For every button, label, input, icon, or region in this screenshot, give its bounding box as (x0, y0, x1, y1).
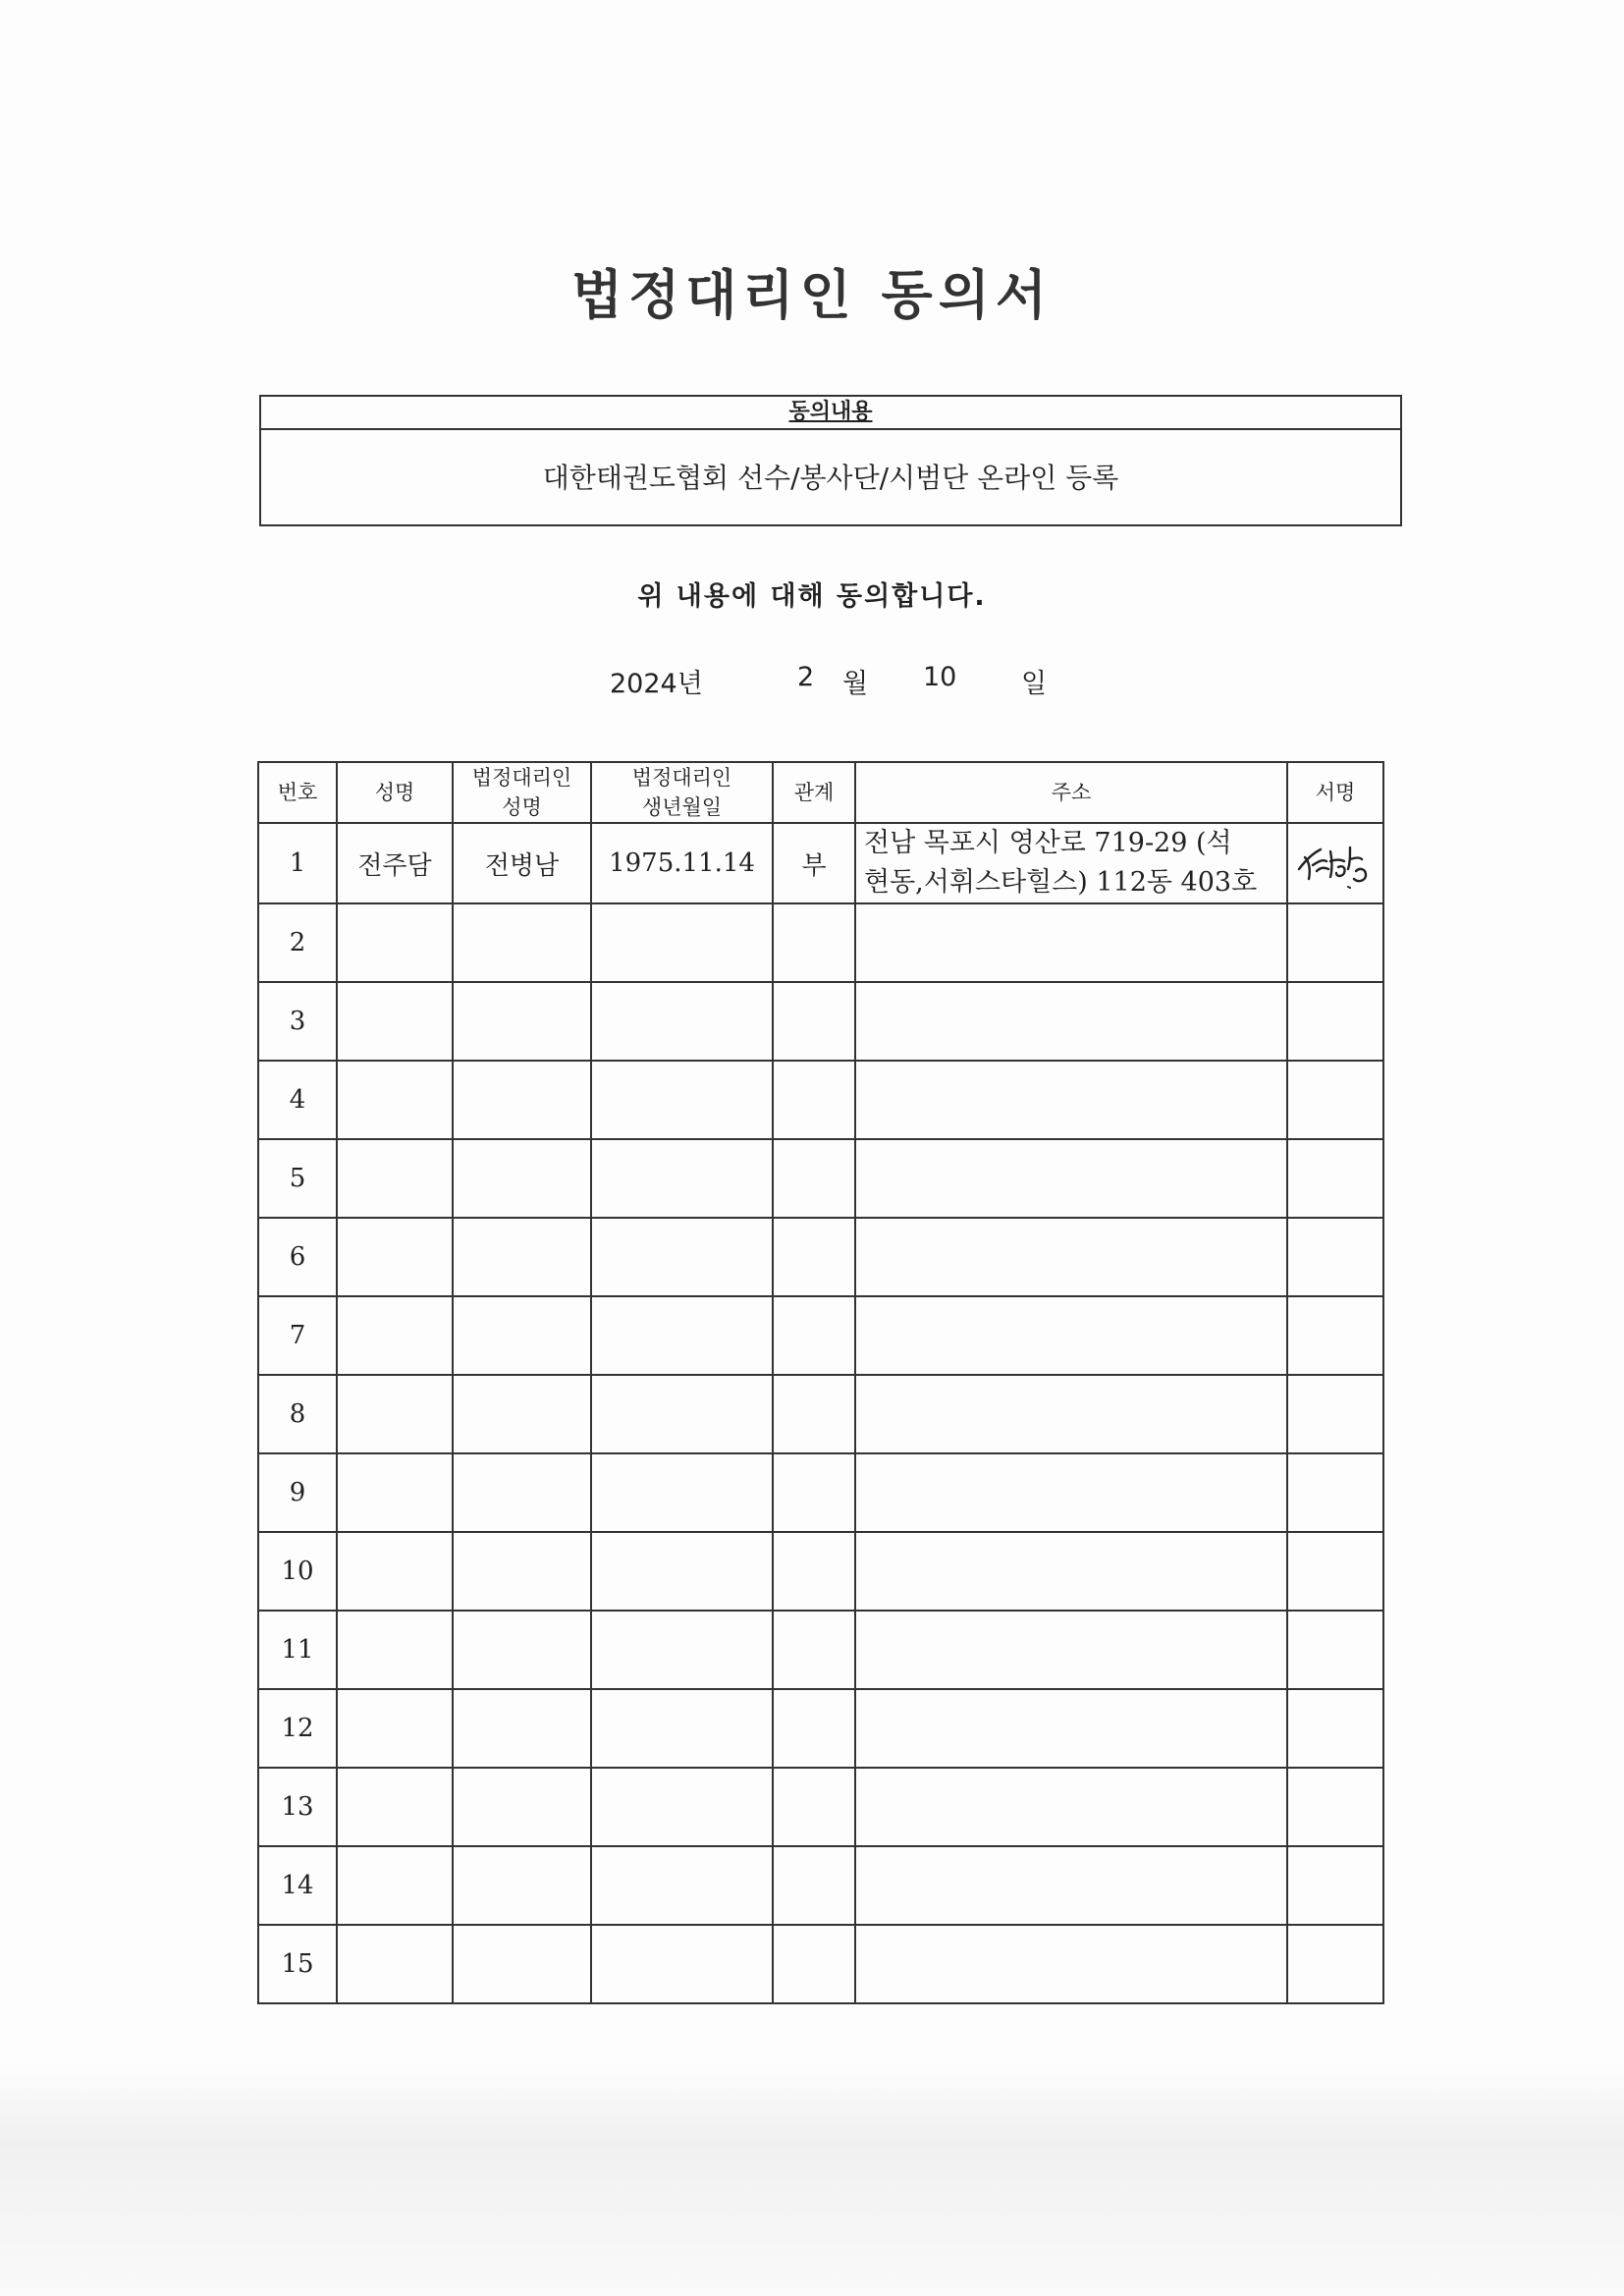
table-header-row (258, 762, 1383, 823)
cell-relation (773, 1611, 855, 1689)
date-month: 2 (797, 662, 815, 692)
cell-no: 13 (258, 1768, 337, 1846)
cell-guardian-birth (591, 1925, 773, 2003)
cell-address (855, 1296, 1287, 1375)
cell-no: 4 (258, 1061, 337, 1139)
cell-guardian-birth (591, 1375, 773, 1453)
cell-relation (773, 1061, 855, 1139)
table-row (258, 1453, 1383, 1532)
header-name: 성명 (337, 762, 453, 823)
cell-signature (1287, 1689, 1383, 1768)
cell-no: 5 (258, 1139, 337, 1218)
cell-no: 15 (258, 1925, 337, 2003)
table-row (258, 1375, 1383, 1453)
date-month-unit: 월 (842, 669, 869, 699)
cell-signature (1287, 1375, 1383, 1453)
cell-relation: 부 (773, 823, 855, 903)
consent-text: 대한태권도협회 선수/봉사단/시범단 온라인 등록 (542, 462, 1119, 494)
cell-name (337, 1453, 453, 1532)
cell-relation (773, 1846, 855, 1925)
consent-header (261, 397, 1400, 430)
header-no: 번호 (258, 762, 337, 823)
table-row (258, 1532, 1383, 1611)
cell-address (855, 1532, 1287, 1611)
cell-name (337, 1768, 453, 1846)
cell-address (855, 1611, 1287, 1689)
cell-name (337, 1532, 453, 1611)
table-row (258, 1689, 1383, 1768)
cell-guardian-birth (591, 1453, 773, 1532)
cell-relation (773, 1453, 855, 1532)
agree-statement: 위 내용에 대해 동의합니다. (637, 581, 987, 612)
cell-guardian-birth (591, 903, 773, 982)
cell-guardian-name (453, 982, 591, 1061)
table-row (258, 1925, 1383, 2003)
cell-no: 2 (258, 903, 337, 982)
cell-guardian-birth (591, 1061, 773, 1139)
cell-address (855, 903, 1287, 982)
cell-relation (773, 1768, 855, 1846)
cell-relation (773, 903, 855, 982)
date-day: 10 (923, 662, 957, 692)
table-row (258, 1139, 1383, 1218)
header-relation: 관계 (773, 762, 855, 823)
cell-guardian-birth (591, 1218, 773, 1296)
cell-guardian-name (453, 1611, 591, 1689)
cell-signature (1287, 1061, 1383, 1139)
cell-guardian-name (453, 1061, 591, 1139)
address-line2: 현동,서휘스타힐스) 112동 403호 (864, 867, 1258, 898)
cell-signature (1287, 1139, 1383, 1218)
cell-no: 9 (258, 1453, 337, 1532)
cell-no: 8 (258, 1375, 337, 1453)
cell-address (855, 1061, 1287, 1139)
cell-relation (773, 1296, 855, 1375)
header-signature: 서명 (1287, 762, 1383, 823)
cell-signature (1287, 1296, 1383, 1375)
consent-box (259, 395, 1402, 526)
cell-guardian-name: 전병남 (453, 823, 591, 903)
header-guardian-birth-line1: 법정대리인 (631, 766, 732, 790)
cell-no: 3 (258, 982, 337, 1061)
cell-signature (1287, 1218, 1383, 1296)
cell-name (337, 1611, 453, 1689)
table-row (258, 1846, 1383, 1925)
cell-signature (1287, 982, 1383, 1061)
cell-name (337, 1218, 453, 1296)
cell-address (855, 823, 1287, 903)
cell-guardian-birth: 1975.11.14 (591, 823, 773, 903)
cell-name (337, 1689, 453, 1768)
cell-name (337, 903, 453, 982)
cell-name (337, 1296, 453, 1375)
cell-address (855, 1689, 1287, 1768)
cell-signature (1287, 1768, 1383, 1846)
cell-signature (1287, 903, 1383, 982)
cell-signature (1287, 1925, 1383, 2003)
cell-guardian-birth (591, 1689, 773, 1768)
cell-signature (1287, 1532, 1383, 1611)
table-row (258, 982, 1383, 1061)
cell-guardian-name (453, 1218, 591, 1296)
cell-guardian-birth (591, 1768, 773, 1846)
cell-signature (1287, 1453, 1383, 1532)
cell-guardian-name (453, 1925, 591, 2003)
cell-relation (773, 1375, 855, 1453)
cell-guardian-name (453, 1768, 591, 1846)
cell-address (855, 1218, 1287, 1296)
cell-address (855, 982, 1287, 1061)
cell-guardian-name (453, 1532, 591, 1611)
table-row (258, 1061, 1383, 1139)
cell-relation (773, 982, 855, 1061)
header-guardian-name-line2: 성명 (502, 795, 542, 819)
cell-guardian-birth (591, 1611, 773, 1689)
document-title: 법정대리인 동의서 (570, 263, 1054, 326)
cell-name (337, 982, 453, 1061)
cell-address (855, 1846, 1287, 1925)
cell-no: 14 (258, 1846, 337, 1925)
cell-guardian-birth (591, 1296, 773, 1375)
cell-no: 7 (258, 1296, 337, 1375)
cell-signature (1287, 1846, 1383, 1925)
table-row (258, 1611, 1383, 1689)
consent-header-label: 동의내용 (788, 400, 873, 424)
header-guardian-birth-line2: 생년월일 (641, 795, 723, 819)
cell-guardian-birth (591, 1139, 773, 1218)
cell-no: 1 (258, 823, 337, 903)
address-line1: 전남 목포시 영산로 719-29 (석 (864, 828, 1232, 858)
header-address: 주소 (855, 762, 1287, 823)
cell-name (337, 1139, 453, 1218)
date-year: 2024년 (610, 669, 703, 699)
table-row (258, 1218, 1383, 1296)
cell-guardian-name (453, 1846, 591, 1925)
cell-relation (773, 1925, 855, 2003)
cell-no: 12 (258, 1689, 337, 1768)
header-guardian-birth (591, 762, 773, 823)
cell-no: 10 (258, 1532, 337, 1611)
cell-guardian-name (453, 1453, 591, 1532)
table-row (258, 1296, 1383, 1375)
cell-guardian-name (453, 1375, 591, 1453)
cell-name (337, 1061, 453, 1139)
header-guardian-name (453, 762, 591, 823)
cell-guardian-birth (591, 1846, 773, 1925)
table-row (258, 903, 1383, 982)
cell-relation (773, 1218, 855, 1296)
cell-address (855, 1925, 1287, 2003)
cell-address (855, 1453, 1287, 1532)
cell-guardian-name (453, 1296, 591, 1375)
cell-signature (1287, 1611, 1383, 1689)
cell-name (337, 1925, 453, 2003)
table-row (258, 1768, 1383, 1846)
header-guardian-name-line1: 법정대리인 (471, 766, 572, 790)
cell-signature (1287, 823, 1383, 903)
cell-guardian-birth (591, 982, 773, 1061)
cell-address (855, 1768, 1287, 1846)
cell-guardian-name (453, 1689, 591, 1768)
cell-address (855, 1139, 1287, 1218)
cell-no: 6 (258, 1218, 337, 1296)
scan-shadow (0, 2062, 1624, 2296)
cell-relation (773, 1532, 855, 1611)
cell-guardian-name (453, 903, 591, 982)
cell-name (337, 1846, 453, 1925)
cell-name (337, 1375, 453, 1453)
cell-guardian-birth (591, 1532, 773, 1611)
date-day-unit: 일 (1021, 669, 1048, 699)
cell-guardian-name (453, 1139, 591, 1218)
registration-table (257, 761, 1384, 2004)
cell-relation (773, 1139, 855, 1218)
cell-no: 11 (258, 1611, 337, 1689)
cell-name: 전주담 (337, 823, 453, 903)
handwritten-signature (1291, 832, 1380, 895)
cell-address (855, 1375, 1287, 1453)
table-row (258, 823, 1383, 903)
cell-relation (773, 1689, 855, 1768)
